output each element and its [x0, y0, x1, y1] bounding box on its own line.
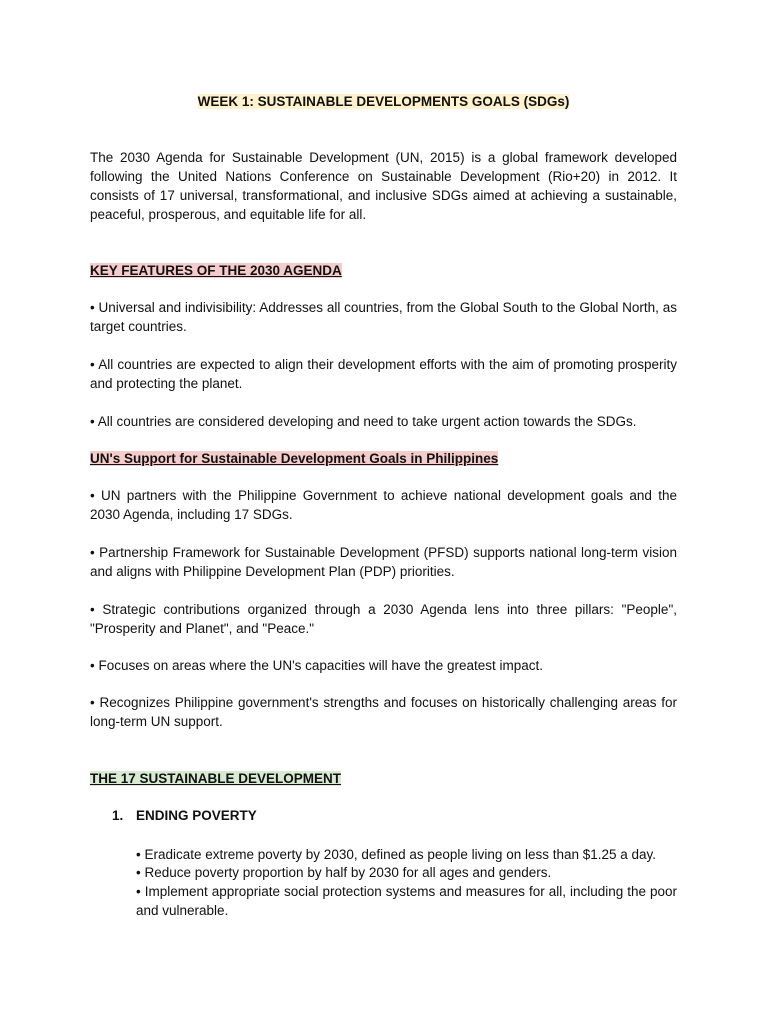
- sdgs-heading-text: THE 17 SUSTAINABLE DEVELOPMENT: [90, 771, 342, 786]
- key-feature-item: • All countries are considered developing and need to take urgent action towards the SDGs.: [90, 414, 637, 429]
- goal-1-title: [112, 806, 257, 825]
- un-support-heading-text: UN's Support for Sustainable Development Goals in Philippines: [90, 451, 499, 466]
- key-feature-item: • All countries are expected to align their development efforts with the aim of promoting prosperity and protecting the planet.: [90, 357, 677, 391]
- un-support-item: • Recognizes Philippine government's strengths and focuses on historically challenging areas for long-term UN support.: [90, 695, 677, 729]
- un-support-item: • Partnership Framework for Sustainable Development (PFSD) supports national long-term vision and aligns with Philippine Development Plan (PDP) priorities.: [90, 545, 677, 579]
- un-support-item: • Focuses on areas where the UN's capacities will have the greatest impact.: [90, 658, 544, 673]
- key-features-heading: [90, 261, 342, 280]
- goal-1-title-text: ENDING POVERTY: [136, 808, 257, 823]
- key-feature-item: • Universal and indivisibility: Addresses all countries, from the Global South to the Global North, as target countries.: [90, 300, 677, 334]
- sdgs-heading: [90, 769, 341, 788]
- key-features-heading-text: KEY FEATURES OF THE 2030 AGENDA: [90, 263, 342, 278]
- goal-1-number: 1.: [112, 808, 124, 823]
- page-title-text: WEEK 1: SUSTAINABLE DEVELOPMENTS GOALS (SDGs): [197, 94, 570, 109]
- goal-1-item: • Implement appropriate social protection systems and measures for all, including the poor and vulnerable.: [136, 884, 677, 918]
- page-title: [90, 92, 677, 111]
- goal-1-item: • Eradicate extreme poverty by 2030, defined as people living on less than $1.25 a day.: [136, 847, 657, 862]
- intro-paragraph: The 2030 Agenda for Sustainable Development (UN, 2015) is a global framework developed following the United Nations Conference on Sustainable Development (Rio+20) in 2012. It consists of 17 universal, transformational, and inclusive SDGs aimed at achieving a sustainable, peaceful, prosperous, and equitable life for all.: [90, 150, 677, 222]
- un-support-heading: [90, 449, 498, 468]
- goal-1-item: • Reduce poverty proportion by half by 2030 for all ages and genders.: [136, 865, 552, 880]
- un-support-item: • UN partners with the Philippine Government to achieve national development goals and the 2030 Agenda, including 17 SDGs.: [90, 488, 677, 522]
- un-support-item: • Strategic contributions organized through a 2030 Agenda lens into three pillars: "People", "Prosperity and Planet", and "Peace.": [90, 602, 677, 636]
